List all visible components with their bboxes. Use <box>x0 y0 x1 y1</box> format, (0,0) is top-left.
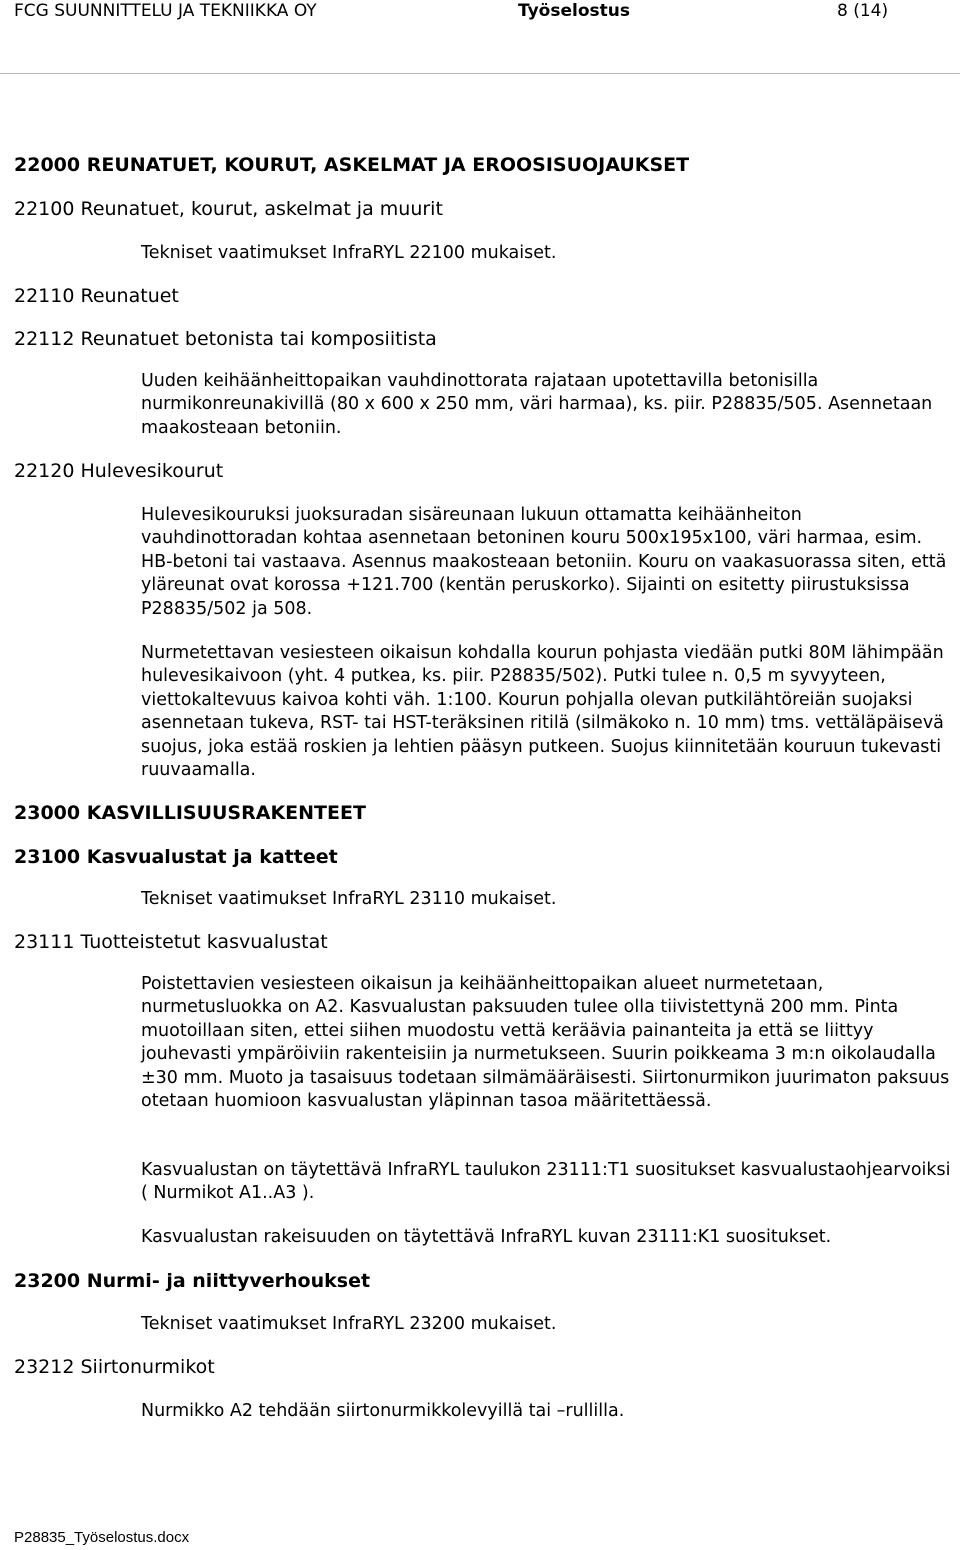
text-22120-p1: Hulevesikouruksi juoksuradan sisäreunaan lukuun ottamatta keihäänheiton vauhdinottoradan kohtaa asennetaan betoninen kouru 500x195x100, väri harmaa, esim. HB-betoni tai vastaava. Asennus maakosteaan betoniin. Kouru on vaakasuorassa siten, että yläreunat ovat korossa +121.700 (kentän peruskorko). Sijainti on esitetty piirustuksissa P28835/502 ja 508. <box>141 505 947 619</box>
heading-22112: 22112 Reunatuet betonista tai komposiitista <box>14 328 437 350</box>
text-22120-p2: Nurmetettavan vesiesteen oikaisun kohdalla kourun pohjasta viedään putki 80M lähimpään hulevesikaivoon (yht. 4 putkea, ks. piir. P28835/502). Putki tulee n. 0,5 m syvyyteen, viettokaltevuus kaivoa kohti väh. 1:100. Kourun pohjalla olevan putkilähtöreiän suojaksi asennetaan tukeva, RST- tai HST-teräksinen ritilä (silmäkoko n. 10 mm) tms. vettäläpäisevä suojus, joka estää roskien ja lehtien pääsyn putkeen. Suojus kiinnitetään kouruun tukevasti ruuvaamalla. <box>141 643 944 781</box>
text-22112: Uuden keihäänheittopaikan vauhdinottorata rajataan upotettavilla betonisilla nurmikonreunakivillä (80 x 600 x 250 mm, väri harmaa), ks. piir. P28835/505. Asennetaan maakosteaan betoniin. <box>141 371 933 438</box>
heading-23000: 23000 KASVILLISUUSRAKENTEET <box>14 802 366 824</box>
heading-23200: 23200 Nurmi- ja niittyverhoukset <box>14 1270 371 1292</box>
heading-22120: 22120 Hulevesikourut <box>14 460 224 482</box>
header-company: FCG SUUNNITTELU JA TEKNIIKKA OY <box>14 1 317 21</box>
heading-23111: 23111 Tuotteistetut kasvualustat <box>14 931 328 953</box>
heading-23100: 23100 Kasvualustat ja katteet <box>14 846 338 868</box>
header-page-number: 8 (14) <box>837 1 889 21</box>
heading-22110: 22110 Reunatuet <box>14 285 179 307</box>
text-22100: Tekniset vaatimukset InfraRYL 22100 mukaiset. <box>141 243 557 263</box>
text-23111-p2: Kasvualustan on täytettävä InfraRYL taulukon 23111:T1 suositukset kasvualustaohjearvoiksi ( Nurmikot A1..A3 ). <box>141 1160 951 1204</box>
text-23111-p1: Poistettavien vesiesteen oikaisun ja keihäänheittopaikan alueet nurmetetaan, nurmetusluokka on A2. Kasvualustan paksuuden tulee olla tiivistettynä 200 mm. Pinta muotoillaan siten, ettei siihen muodostu vettä keräävia painanteita ja että se liittyy jouhevasti ympäröiviin rakenteisiin ja nurmetukseen. Suurin poikkeama 3 m:n oikolaudalla ±30 mm. Muoto ja tasaisuus todetaan silmämääräisesti. Siirtonurmikon juurimaton paksuus otetaan huomioon kasvualustan yläpinnan tasoa määritettäessä. <box>141 974 950 1112</box>
text-23200: Tekniset vaatimukset InfraRYL 23200 mukaiset. <box>141 1314 557 1334</box>
heading-22100: 22100 Reunatuet, kourut, askelmat ja muurit <box>14 198 443 220</box>
header-divider <box>0 73 960 74</box>
footer-filename: P28835_Työselostus.docx <box>14 1529 190 1546</box>
text-23100: Tekniset vaatimukset InfraRYL 23110 mukaiset. <box>141 889 557 909</box>
text-23212: Nurmikko A2 tehdään siirtonurmikkolevyillä tai –rullilla. <box>141 1401 625 1421</box>
text-23111-p3: Kasvualustan rakeisuuden on täytettävä InfraRYL kuvan 23111:K1 suositukset. <box>141 1227 832 1247</box>
heading-23212: 23212 Siirtonurmikot <box>14 1356 215 1378</box>
header-doc-title: Työselostus <box>518 1 630 21</box>
heading-22000: 22000 REUNATUET, KOURUT, ASKELMAT JA EROOSISUOJAUKSET <box>14 154 690 176</box>
